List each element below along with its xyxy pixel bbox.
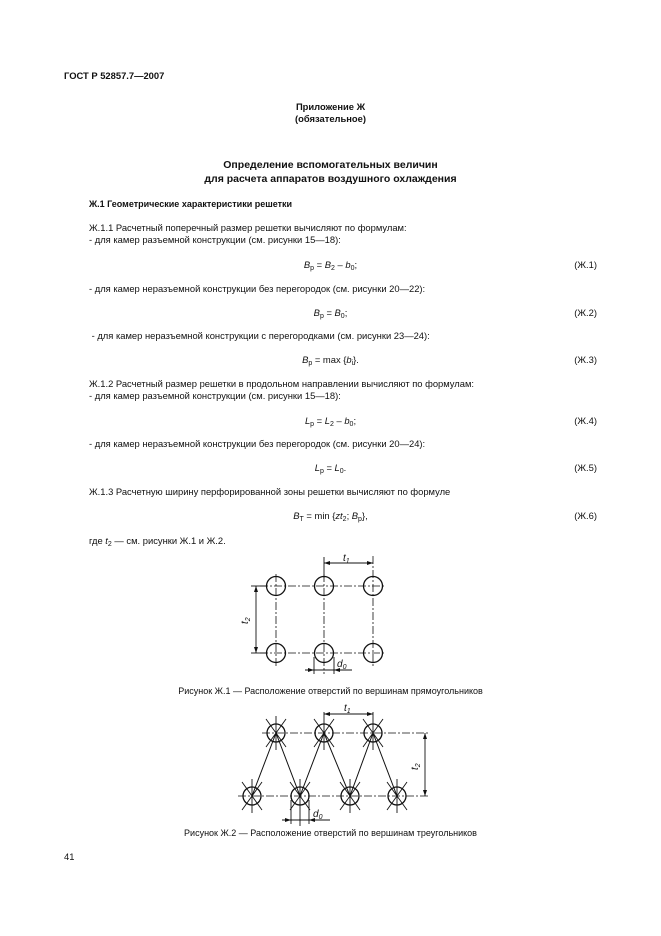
formula-j2: $B_p = B_0$; [313, 307, 348, 320]
section-title-line2: для расчета аппаратов воздушного охлаждения [204, 173, 457, 185]
document-id: ГОСТ Р 52857.7—2007 [64, 70, 165, 81]
formula-j1: $B_p = B_2 - b_0$; [303, 259, 358, 272]
fig1-label-t2: $t_2$ [240, 617, 252, 624]
section-title-line1: Определение вспомогательных величин [223, 159, 438, 171]
paragraph-j11-a: - для камер разъемной конструкции (см. рисунки 15—18): [89, 234, 341, 245]
formula-j2-number: (Ж.2) [574, 307, 597, 318]
formula-j6: $B_T = \min \{zt_2$; $B_p$}, [293, 510, 368, 523]
appendix-title: Приложение Ж [295, 101, 366, 112]
appendix-status: (обязательное) [295, 113, 366, 124]
figure-j1-caption: Рисунок Ж.1 — Расположение отверстий по вершинам прямоугольников [178, 686, 483, 696]
formula-j1-number: (Ж.1) [574, 259, 597, 270]
paragraph-j11-b: - для камер неразъемной конструкции без перегородок (см. рисунки 20—22): [89, 283, 426, 294]
fig2-label-d0: $d_0$ [313, 809, 323, 821]
formula-j5: $L_p = L_0$. [314, 462, 347, 475]
formula-j5-number: (Ж.5) [574, 462, 597, 473]
fig2-label-t1: $t_1$ [344, 703, 351, 715]
formula-j6-number: (Ж.6) [574, 510, 597, 521]
fig1-label-d0: $d_0$ [337, 659, 347, 671]
paragraph-j11-c: - для камер неразъемной конструкции с перегородками (см. рисунки 23—24): [89, 330, 430, 341]
paragraph-j11-intro: Ж.1.1 Расчетный поперечный размер решетки вычисляют по формулам: [89, 222, 407, 233]
formula-j3-number: (Ж.3) [574, 354, 597, 365]
formula-j4-number: (Ж.4) [574, 415, 597, 426]
page-number: 41 [64, 851, 75, 862]
subsection-title: Ж.1 Геометрические характеристики решетки [89, 199, 293, 209]
where-note: где $t_2$ — см. рисунки Ж.1 и Ж.2. [89, 535, 226, 548]
paragraph-j12-intro: Ж.1.2 Расчетный размер решетки в продольном направлении вычисляют по формулам: [89, 378, 475, 389]
formula-j3: $B_p = \max \{b_i\}$. [302, 354, 359, 367]
figure-j2-caption: Рисунок Ж.2 — Расположение отверстий по вершинам треугольников [184, 828, 477, 838]
fig2-label-t2: $t_2$ [410, 763, 422, 770]
paragraph-j12-b: - для камер неразъемной конструкции без перегородок (см. рисунки 20—24): [89, 438, 426, 449]
paragraph-j13-intro: Ж.1.3 Расчетную ширину перфорированной зоны решетки вычисляют по формуле [89, 486, 451, 497]
paragraph-j12-a: - для камер разъемной конструкции (см. рисунки 15—18): [89, 390, 341, 401]
fig1-label-t1: $t_1$ [343, 553, 350, 565]
formula-j4: $L_p = L_2 - b_0$; [304, 415, 357, 428]
